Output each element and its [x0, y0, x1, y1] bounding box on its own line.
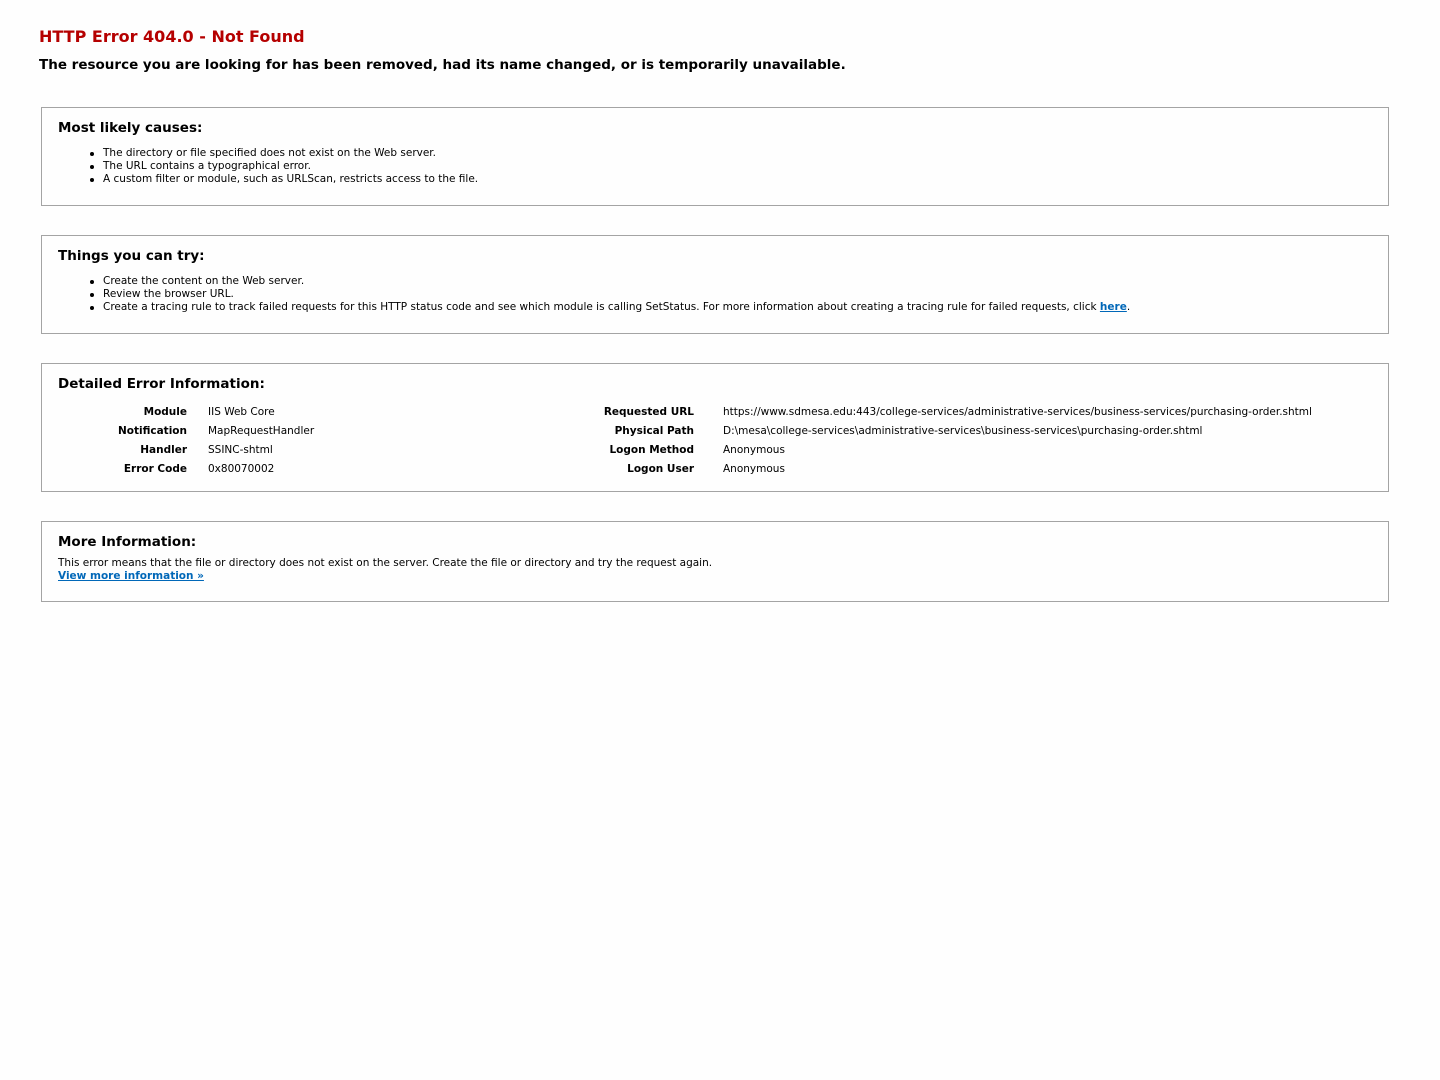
detail-row: [42, 405, 1388, 424]
tracing-text: Create a tracing rule to track failed requests for this HTTP status code and see which module is calling SetStatus. For more information about creating a tracing rule for failed requests, click: [103, 301, 1100, 313]
logon-user-label: Logon User: [627, 463, 694, 475]
causes-panel: [41, 107, 1389, 206]
more-info-panel: [41, 521, 1389, 602]
try-list: [103, 275, 1130, 314]
tracing-suffix: .: [1126, 301, 1131, 313]
notification-label: Notification: [117, 425, 187, 437]
list-item: The directory or file specified does not exist on the Web server.: [103, 147, 478, 160]
requested-url-value: https://www.sdmesa.edu:443/college-services/administrative-services/business-services/purchasing-order.shtml: [723, 406, 1312, 418]
logon-user-value: Anonymous: [723, 463, 785, 475]
try-heading: Things you can try:: [58, 248, 205, 264]
error-code-value: 0x80070002: [208, 463, 275, 475]
handler-value: SSINC-shtml: [208, 444, 273, 456]
error-title: HTTP Error 404.0 - Not Found: [39, 27, 305, 46]
module-label: Module: [143, 406, 187, 418]
details-heading: Detailed Error Information:: [58, 376, 265, 392]
detail-row: [42, 462, 1388, 481]
list-item: Review the browser URL.: [103, 288, 1130, 301]
logon-method-label: Logon Method: [609, 444, 694, 456]
more-info-text: This error means that the file or directory does not exist on the server. Create the file or directory and try the request again.: [58, 557, 713, 569]
more-info-heading: More Information:: [58, 534, 197, 550]
detail-row: [42, 424, 1388, 443]
notification-value: MapRequestHandler: [208, 425, 315, 437]
requested-url-label: Requested URL: [603, 406, 694, 418]
error-subtitle: The resource you are looking for has been removed, had its name changed, or is temporarily unavailable.: [39, 57, 846, 73]
causes-heading: Most likely causes:: [58, 120, 203, 136]
physical-path-label: Physical Path: [614, 425, 694, 437]
list-item: Create the content on the Web server.: [103, 275, 1130, 288]
list-item: A custom filter or module, such as URLScan, restricts access to the file.: [103, 173, 479, 185]
module-value: IIS Web Core: [208, 406, 275, 418]
causes-list: [103, 147, 478, 186]
error-code-label: Error Code: [123, 463, 187, 475]
logon-method-value: Anonymous: [723, 444, 785, 456]
try-panel: [41, 235, 1389, 334]
physical-path-value: D:\mesa\college-services\administrative-services\business-services\purchasing-order.shtml: [723, 425, 1203, 437]
detail-row: [42, 443, 1388, 462]
details-panel: [41, 363, 1389, 492]
list-item-tracing: [103, 301, 1130, 314]
list-item: The URL contains a typographical error.: [103, 160, 478, 173]
here-link[interactable]: here: [1099, 301, 1127, 313]
handler-label: Handler: [140, 444, 187, 456]
view-more-info-link[interactable]: View more information »: [58, 570, 204, 582]
